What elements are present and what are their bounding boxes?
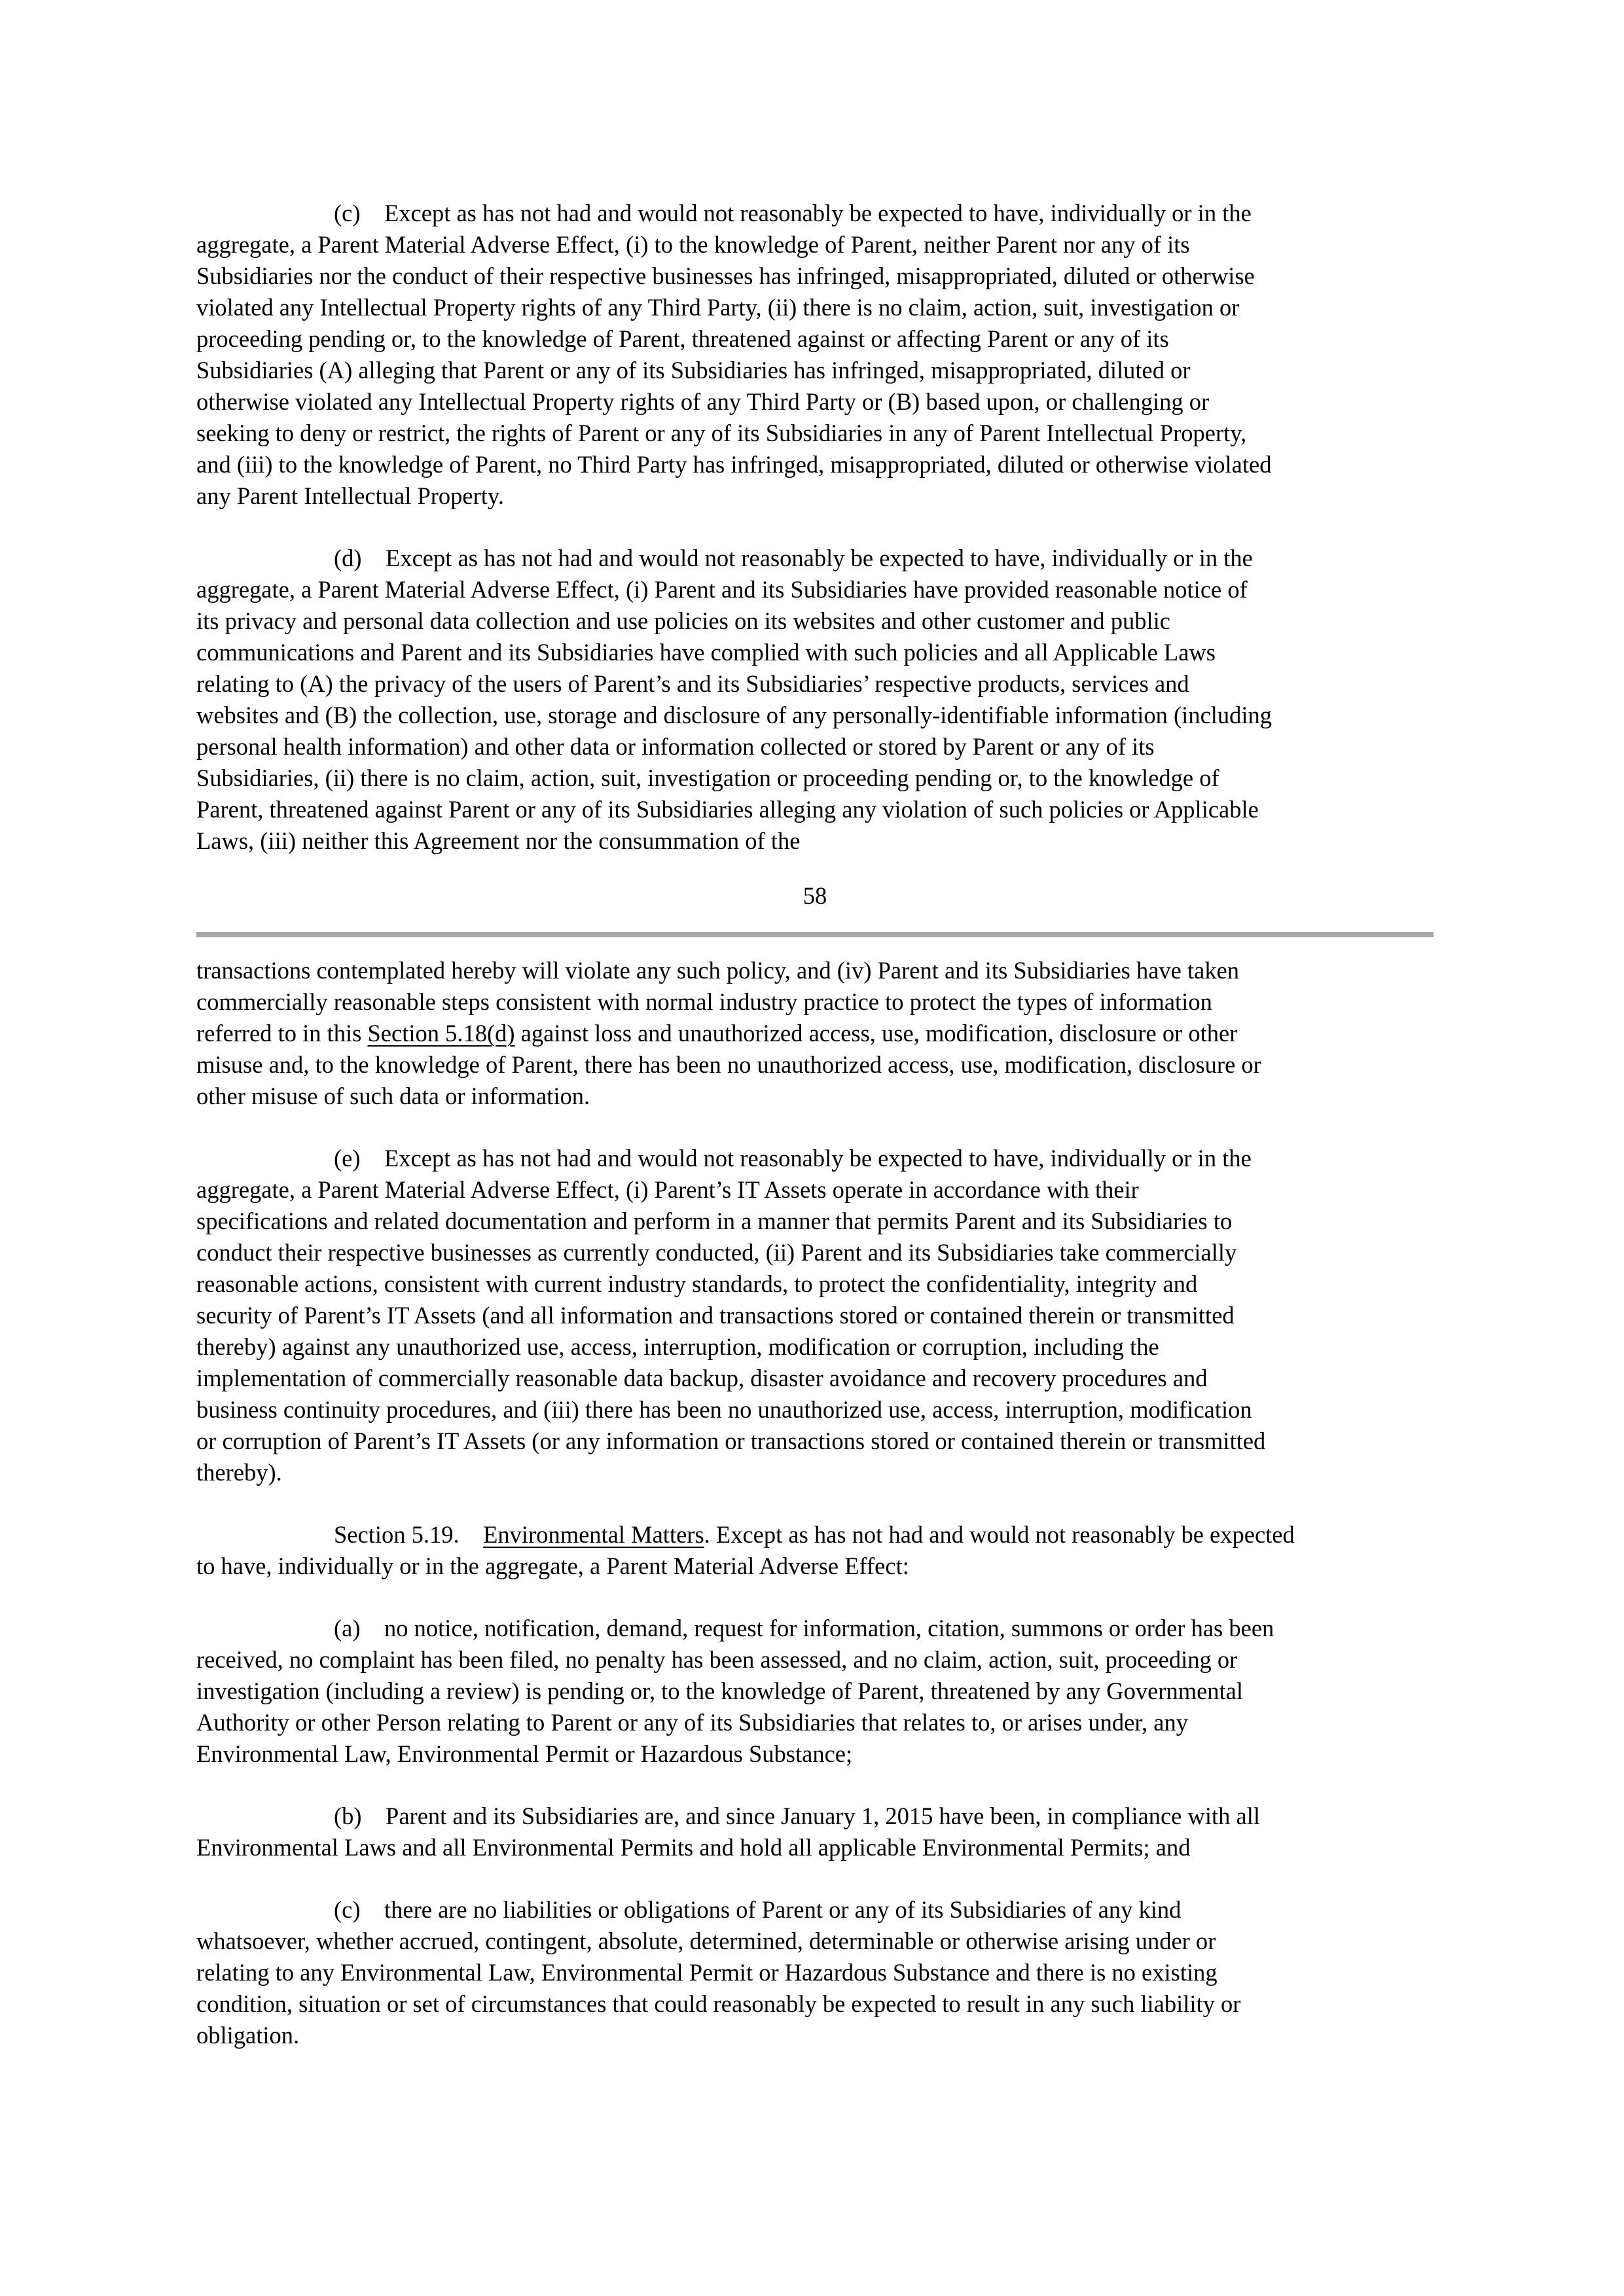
text-line: relating to (A) the privacy of the users of Parent’s and its Subsidiaries’ respective products, services and — [196, 670, 1189, 697]
text-line: aggregate, a Parent Material Adverse Effect, (i) Parent and its Subsidiaries have provided reasonable notice of — [196, 576, 1248, 603]
text-line: Environmental Laws and all Environmental Permits and hold all applicable Environmental Permits; and — [196, 1834, 1191, 1861]
text-line: transactions contemplated hereby will violate any such policy, and (iv) Parent and its Subsidiaries have taken — [196, 957, 1240, 984]
text-line: Authority or other Person relating to Parent or any of its Subsidiaries that relates to, or arises under, any — [196, 1709, 1188, 1736]
text-line: condition, situation or set of circumstances that could reasonably be expected to result in any such liability or — [196, 1990, 1241, 2017]
text-run: . Except as has not had and would not reasonably be expected — [704, 1521, 1295, 1548]
text-line: or corruption of Parent’s IT Assets (or any information or transactions stored or contained therein or transmitted — [196, 1427, 1266, 1454]
text-line: commercially reasonable steps consistent with normal industry practice to protect the types of information — [196, 988, 1212, 1015]
page-number: 58 — [803, 882, 827, 909]
text-line: security of Parent’s IT Assets (and all information and transactions stored or contained therein or transmitted — [196, 1302, 1235, 1329]
text-line: misuse and, to the knowledge of Parent, there has been no unauthorized access, use, modification, disclosure or — [196, 1051, 1261, 1078]
text-run: against loss and unauthorized access, use, modification, disclosure or other — [514, 1020, 1238, 1047]
text-line: to have, individually or in the aggregate, a Parent Material Adverse Effect: — [196, 1552, 909, 1579]
text-line: (c) there are no liabilities or obligations of Parent or any of its Subsidiaries of any kind — [334, 1896, 1182, 1923]
text-line: Parent, threatened against Parent or any of its Subsidiaries alleging any violation of such policies or Applicable — [196, 796, 1259, 823]
text-line: thereby) against any unauthorized use, access, interruption, modification or corruption, including the — [196, 1333, 1159, 1360]
text-line: communications and Parent and its Subsidiaries have complied with such policies and all Applicable Laws — [196, 639, 1216, 666]
text-line: Subsidiaries (A) alleging that Parent or any of its Subsidiaries has infringed, misappropriated, diluted or — [196, 357, 1191, 384]
text-line: aggregate, a Parent Material Adverse Effect, (i) Parent’s IT Assets operate in accordance with their — [196, 1176, 1139, 1203]
text-line: relating to any Environmental Law, Environmental Permit or Hazardous Substance and there is no existing — [196, 1959, 1218, 1986]
text-line — [196, 1018, 1237, 1049]
text-line — [334, 1519, 1295, 1551]
text-line: websites and (B) the collection, use, storage and disclosure of any personally-identifiable information (including — [196, 702, 1272, 728]
text-line: and (iii) to the knowledge of Parent, no Third Party has infringed, misappropriated, diluted or otherwise violated — [196, 451, 1272, 478]
text-run: referred to in this — [196, 1020, 368, 1047]
text-line: proceeding pending or, to the knowledge of Parent, threatened against or affecting Parent or any of its — [196, 325, 1169, 352]
text-line: (d) Except as has not had and would not reasonably be expected to have, individually or in the — [334, 545, 1253, 571]
text-line: (e) Except as has not had and would not reasonably be expected to have, individually or in the — [334, 1145, 1252, 1172]
text-line: Subsidiaries nor the conduct of their respective businesses has infringed, misappropriated, diluted or otherwise — [196, 262, 1255, 289]
text-line: (a) no notice, notification, demand, request for information, citation, summons or order has been — [334, 1615, 1274, 1641]
text-line: Laws, (iii) neither this Agreement nor the consummation of the — [196, 827, 801, 854]
text-line: received, no complaint has been filed, no penalty has been assessed, and no claim, action, suit, proceeding or — [196, 1646, 1238, 1673]
text-line: Subsidiaries, (ii) there is no claim, action, suit, investigation or proceeding pending or, to the knowledge of — [196, 764, 1219, 791]
text-line: specifications and related documentation and perform in a manner that permits Parent and its Subsidiaries to — [196, 1208, 1233, 1234]
text-line: thereby). — [196, 1459, 282, 1486]
text-line: other misuse of such data or information. — [196, 1083, 590, 1109]
section-reference-link[interactable]: Section 5.18(d) — [367, 1020, 515, 1047]
text-line: investigation (including a review) is pending or, to the knowledge of Parent, threatened by any Governmental — [196, 1677, 1244, 1704]
text-line: its privacy and personal data collection and use policies on its websites and other customer and public — [196, 607, 1170, 634]
text-line: any Parent Intellectual Property. — [196, 482, 504, 509]
text-line: business continuity procedures, and (iii) there has been no unauthorized use, access, interruption, modification — [196, 1396, 1252, 1423]
text-line: (b) Parent and its Subsidiaries are, and since January 1, 2015 have been, in compliance with all — [334, 1803, 1260, 1829]
text-line: implementation of commercially reasonable data backup, disaster avoidance and recovery procedures and — [196, 1365, 1208, 1391]
section-number: Section 5.19. — [334, 1521, 460, 1548]
page-break-divider — [196, 932, 1434, 937]
text-line: seeking to deny or restrict, the rights of Parent or any of its Subsidiaries in any of Parent Intellectual Property, — [196, 420, 1247, 446]
section-heading: Environmental Matters — [483, 1521, 704, 1548]
text-line: obligation. — [196, 2022, 300, 2049]
text-line: conduct their respective businesses as currently conducted, (ii) Parent and its Subsidiaries take commercially — [196, 1239, 1237, 1266]
text-line: (c) Except as has not had and would not reasonably be expected to have, individually or in the — [334, 200, 1252, 226]
text-line: otherwise violated any Intellectual Property rights of any Third Party or (B) based upon, or challenging or — [196, 388, 1210, 415]
text-line: Environmental Law, Environmental Permit or Hazardous Substance; — [196, 1740, 853, 1767]
text-line: aggregate, a Parent Material Adverse Effect, (i) to the knowledge of Parent, neither Parent nor any of its — [196, 231, 1190, 258]
text-line: reasonable actions, consistent with current industry standards, to protect the confidentiality, integrity and — [196, 1270, 1198, 1297]
text-line: whatsoever, whether accrued, contingent, absolute, determined, determinable or otherwise arising under or — [196, 1928, 1216, 1954]
text-line: personal health information) and other data or information collected or stored by Parent or any of its — [196, 733, 1155, 760]
text-line: violated any Intellectual Property rights of any Third Party, (ii) there is no claim, action, suit, investigation or — [196, 294, 1240, 321]
